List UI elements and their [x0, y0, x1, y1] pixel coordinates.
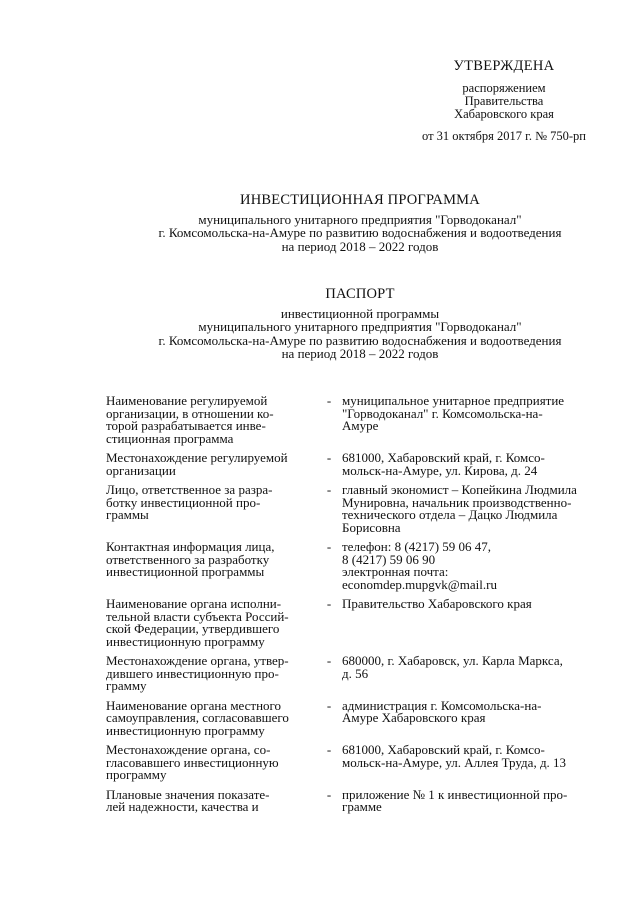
passport-row: [106, 598, 616, 648]
approval-line: Хабаровского края: [454, 107, 554, 121]
passport-row: [106, 541, 616, 591]
row-dash: -: [326, 482, 332, 497]
row-label-line: дившего инвестиционную про-: [106, 665, 279, 681]
approval-stamp: [398, 60, 610, 143]
row-value: [342, 395, 616, 445]
row-label-line: Контактная информация лица,: [106, 539, 275, 554]
row-value-line: "Горводоканал" г. Комсомольска-на-: [342, 405, 543, 421]
row-label: [106, 744, 316, 782]
row-label-line: организации: [106, 462, 176, 478]
row-label-line: организации, в отношении ко-: [106, 405, 274, 421]
row-label-line: грамму: [106, 678, 147, 693]
row-label-line: торой разрабатывается инве-: [106, 418, 266, 433]
row-value-line: Мунировна, начальник производственно-: [342, 494, 572, 510]
row-value-line: Амуре Хабаровского края: [342, 710, 486, 725]
row-label: [106, 541, 316, 591]
row-label-line: инвестиционной программы: [106, 564, 265, 579]
row-label: [106, 484, 316, 534]
passport-subtitle-line: на период 2018 – 2022 годов: [281, 346, 439, 361]
program-subtitle-line: г. Комсомольска-на-Амуре по развитию водоснабжения и водоотведения: [158, 225, 562, 240]
row-value-line: технического отдела – Дацко Людмила: [342, 507, 558, 522]
row-value-line: грамме: [342, 799, 382, 814]
passport-heading: ПАСПОРТ: [325, 286, 395, 302]
passport-row: [106, 395, 616, 445]
row-label: [106, 598, 316, 648]
row-value-line: Амуре: [342, 418, 379, 433]
row-value-line: главный экономист – Копейкина Людмила: [342, 482, 577, 497]
row-value-line: мольск-на-Амуре, ул. Аллея Труда, д. 13: [342, 754, 567, 770]
program-subtitle-line: муниципального унитарного предприятия "Горводоканал": [198, 211, 522, 227]
row-value: [342, 484, 616, 534]
row-label-line: Местонахождение органа, со-: [106, 742, 271, 757]
approval-line: Правительства: [464, 94, 544, 108]
row-value-line: администрация г. Комсомольска-на-: [342, 697, 542, 713]
row-label-line: инвестиционную программу: [106, 633, 265, 649]
row-value: [342, 598, 616, 648]
row-value-line: 681000, Хабаровский край, г. Комсо-: [342, 742, 545, 757]
passport-row: [106, 786, 616, 814]
row-value-line: д. 56: [342, 665, 369, 681]
row-value-line: муниципальное унитарное предприятие: [342, 393, 565, 408]
row-value-line: приложение № 1 к инвестиционной про-: [342, 786, 568, 802]
row-value: [342, 655, 616, 693]
row-dash: -: [326, 393, 332, 408]
passport-row: [106, 697, 616, 738]
approval-date: от 31 октября 2017 г. № 750-рп: [422, 129, 586, 143]
row-label: [106, 395, 316, 445]
row-label-line: Наименование органа исполни-: [106, 596, 282, 611]
row-value-line: 681000, Хабаровский край, г. Комсо-: [342, 450, 545, 465]
approval-title: УТВЕРЖДЕНА: [453, 58, 555, 74]
program-heading: ИНВЕСТИЦИОННАЯ ПРОГРАММА: [240, 192, 480, 208]
row-value-line: телефон: 8 (4217) 59 06 47,: [342, 539, 492, 554]
row-label-line: стиционная программа: [106, 430, 234, 446]
row-dash: -: [326, 450, 332, 465]
program-title-block: [80, 194, 640, 253]
passport-row: [106, 655, 616, 693]
row-value: [342, 697, 616, 738]
passport-row: [106, 484, 616, 534]
row-dash: -: [326, 786, 332, 802]
row-label-line: инвестиционную программу: [106, 722, 265, 738]
row-label-line: граммы: [106, 507, 149, 522]
row-dash: -: [326, 596, 332, 611]
row-value: [342, 452, 616, 477]
row-value-line: 680000, г. Хабаровск, ул. Карла Маркса,: [342, 653, 563, 668]
row-label-line: ответственного за разработку: [106, 551, 270, 567]
row-value: [342, 541, 616, 591]
row-label: [106, 452, 316, 477]
row-value-line: электронная почта:: [342, 564, 449, 579]
row-dash: -: [326, 539, 332, 554]
row-label-line: Лицо, ответственное за разра-: [106, 482, 273, 497]
row-label-line: Наименование регулируемой: [106, 393, 268, 408]
row-label-line: Местонахождение органа, утвер-: [106, 653, 289, 668]
row-value-line: Правительство Хабаровского края: [342, 596, 532, 611]
row-value: [342, 786, 616, 814]
row-label: [106, 697, 316, 738]
passport-row: [106, 744, 616, 782]
row-value-line: Борисовна: [342, 519, 401, 535]
row-dash: -: [326, 653, 332, 668]
passport-table: [106, 395, 616, 821]
row-value-line: мольск-на-Амуре, ул. Кирова, д. 24: [342, 462, 538, 478]
row-label-line: Плановые значения показате-: [106, 786, 270, 802]
row-value: [342, 744, 616, 782]
passport-subtitle-line: инвестиционной программы: [280, 305, 440, 321]
row-label-line: тельной власти субъекта Россий-: [106, 608, 289, 624]
row-label-line: самоуправления, согласовавшего: [106, 710, 289, 725]
row-dash: -: [326, 742, 332, 757]
row-value-line: economdep.mupgvk@mail.ru: [342, 576, 497, 592]
row-label-line: гласовавшего инвестиционную: [106, 754, 279, 770]
row-label-line: Местонахождение регулируемой: [106, 450, 288, 465]
row-label: [106, 655, 316, 693]
passport-title-block: [80, 288, 640, 361]
row-label-line: Наименование органа местного: [106, 697, 282, 713]
row-label-line: программу: [106, 767, 167, 782]
approval-line: распоряжением: [462, 81, 546, 95]
passport-subtitle-line: г. Комсомольска-на-Амуре по развитию водоснабжения и водоотведения: [158, 332, 562, 348]
passport-row: [106, 452, 616, 477]
program-subtitle-line: на период 2018 – 2022 годов: [281, 238, 439, 254]
passport-subtitle-line: муниципального унитарного предприятия "Горводоканал": [198, 319, 522, 334]
row-label: [106, 786, 316, 814]
row-label-line: ской Федерации, утвердившего: [106, 621, 280, 636]
row-value-line: 8 (4217) 59 06 90: [342, 551, 436, 567]
row-label-line: лей надежности, качества и: [106, 799, 259, 814]
row-label-line: ботку инвестиционной про-: [106, 494, 261, 510]
row-dash: -: [326, 697, 332, 713]
